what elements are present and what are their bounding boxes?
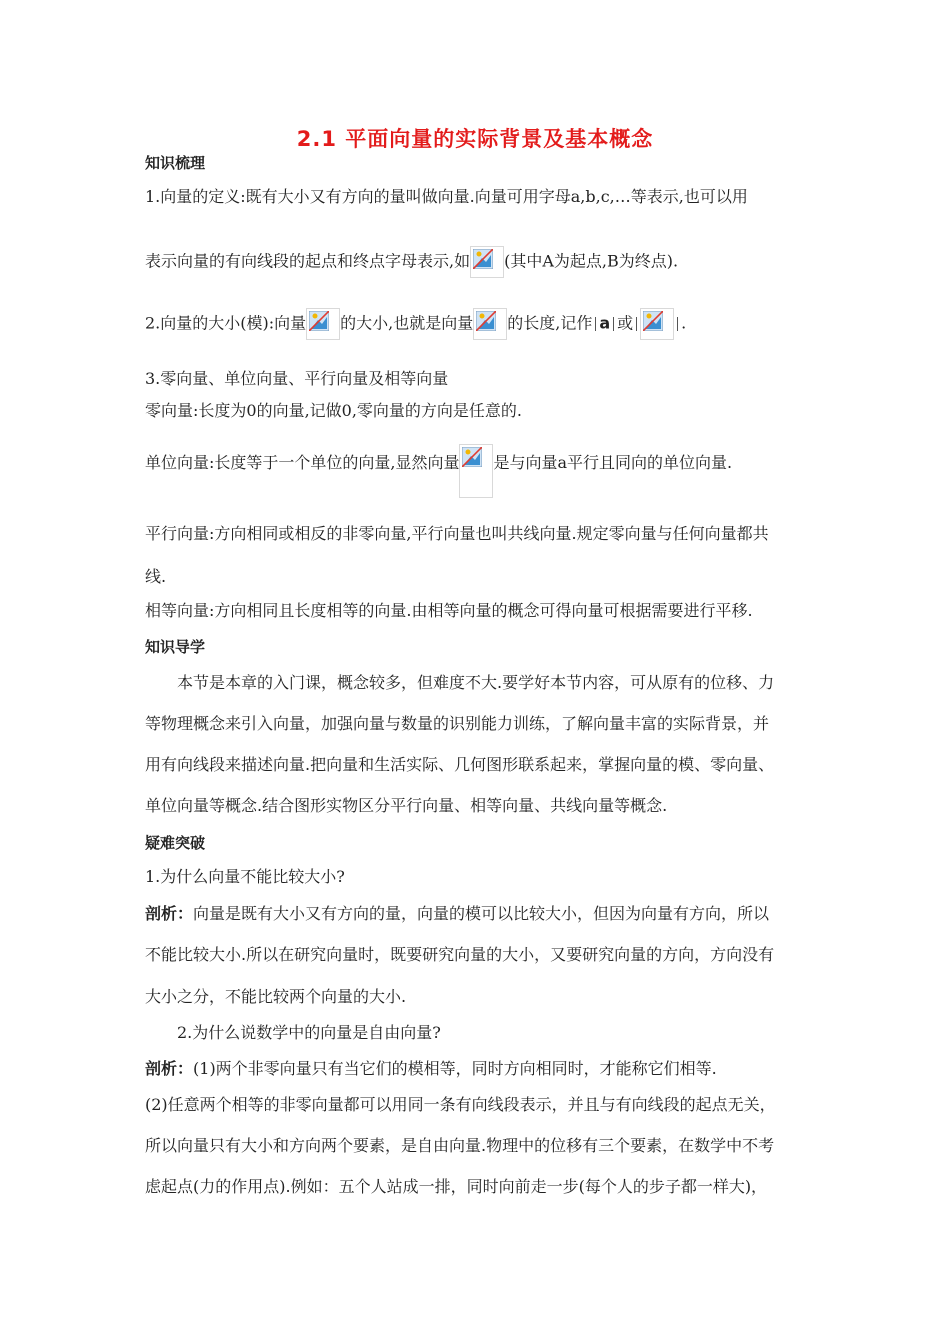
paragraph-line bbox=[145, 308, 686, 340]
text-span: 是与向量a平行且同向的单位向量. bbox=[493, 453, 733, 472]
text-span: 的长度,记作 bbox=[507, 313, 593, 333]
question-line: 1.为什么向量不能比较大小? bbox=[145, 867, 345, 886]
paragraph-line: 本节是本章的入门课，概念较多，但难度不大.要学好本节内容，可从原有的位移、力 bbox=[145, 673, 775, 692]
analysis-label: 剖析： bbox=[145, 904, 194, 923]
paragraph-line: 线. bbox=[145, 567, 167, 586]
paragraph-line: 不能比较大小.所以在研究向量时，既要研究向量的大小，又要研究向量的方向，方向没有 bbox=[145, 945, 775, 964]
analysis-label: 剖析： bbox=[145, 1059, 194, 1078]
paragraph-line: 平行向量:方向相同或相反的非零向量,平行向量也叫共线向量.规定零向量与任何向量都共 bbox=[145, 524, 769, 543]
broken-image-icon bbox=[459, 444, 493, 498]
section-heading-summary: 知识梳理 bbox=[145, 154, 206, 172]
text-span: (1)两个非零向量只有当它们的模相等，同时方向相同时，才能称它们相等. bbox=[193, 1059, 717, 1078]
paragraph-line: 相等向量:方向相同且长度相等的向量.由相等向量的概念可得向量可根据需要进行平移. bbox=[145, 601, 753, 620]
abs-bar bbox=[595, 317, 596, 331]
broken-image-icon bbox=[473, 308, 507, 340]
paragraph-line: 用有向线段来描述向量.把向量和生活实际、几何图形联系起来，掌握向量的模、零向量、 bbox=[145, 755, 775, 774]
section-heading-guide: 知识导学 bbox=[145, 638, 206, 656]
text-span: 2.向量的大小(模):向量 bbox=[145, 313, 307, 333]
abs-bar bbox=[677, 317, 678, 331]
text-span: 向量是既有大小又有方向的量，向量的模可以比较大小，但因为向量有方向，所以 bbox=[193, 904, 770, 923]
abs-bar bbox=[613, 317, 614, 331]
broken-image-icon bbox=[306, 308, 340, 340]
text-span: 或 bbox=[617, 313, 634, 333]
paragraph-line: 零向量:长度为0的向量,记做0,零向量的方向是任意的. bbox=[145, 401, 523, 420]
paragraph-line bbox=[145, 1058, 717, 1080]
vector-a: a bbox=[599, 313, 611, 333]
paragraph-line: 1.向量的定义:既有大小又有方向的量叫做向量.向量可用字母a,b,c,…等表示,也可以用 bbox=[145, 187, 748, 206]
paragraph-line: 单位向量等概念.结合图形实物区分平行向量、相等向量、共线向量等概念. bbox=[145, 796, 668, 815]
broken-image-icon bbox=[640, 308, 674, 340]
broken-image-icon bbox=[470, 246, 504, 278]
text-span: (其中A为起点,B为终点). bbox=[504, 251, 679, 271]
paragraph-line bbox=[145, 452, 732, 506]
paragraph-line: 所以向量只有大小和方向两个要素，是自由向量.物理中的位移有三个要素，在数学中不考 bbox=[145, 1136, 775, 1155]
paragraph-line bbox=[145, 246, 678, 278]
text-span: 表示向量的有向线段的起点和终点字母表示,如 bbox=[145, 251, 471, 271]
paragraph-line: (2)任意两个相等的非零向量都可以用同一条有向线段表示，并且与有向线段的起点无关， bbox=[145, 1095, 776, 1114]
section-heading-difficulties: 疑难突破 bbox=[145, 834, 206, 852]
paragraph-line: 3.零向量、单位向量、平行向量及相等向量 bbox=[145, 369, 449, 388]
paragraph-line: 等物理概念来引入向量，加强向量与数量的识别能力训练，了解向量丰富的实际背景，并 bbox=[145, 714, 770, 733]
abs-bar bbox=[636, 317, 637, 331]
text-span: . bbox=[681, 313, 687, 333]
paragraph-line: 虑起点(力的作用点).例如：五个人站成一排，同时向前走一步(每个人的步子都一样大)， bbox=[145, 1177, 768, 1196]
page-title: 2.1 平面向量的实际背景及基本概念 bbox=[296, 127, 654, 151]
text-span: 的大小,也就是向量 bbox=[340, 313, 474, 333]
paragraph-line: 大小之分，不能比较两个向量的大小. bbox=[145, 987, 407, 1006]
question-line: 2.为什么说数学中的向量是自由向量? bbox=[145, 1023, 441, 1042]
text-span: 单位向量:长度等于一个单位的向量,显然向量 bbox=[145, 453, 460, 472]
paragraph-line bbox=[145, 903, 769, 925]
